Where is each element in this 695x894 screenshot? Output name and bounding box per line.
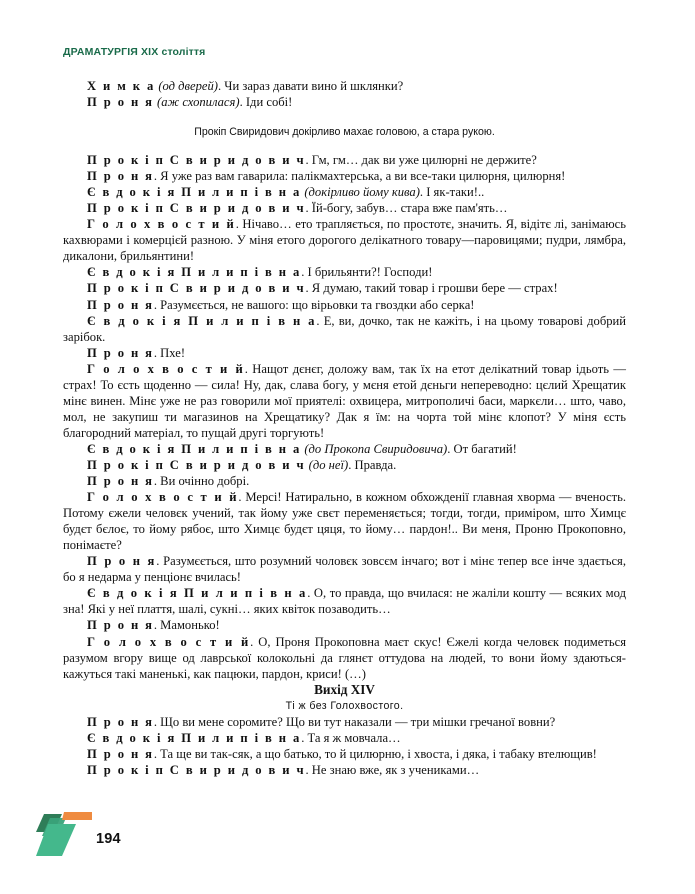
dialogue-text: . Ви очінно добрі. xyxy=(153,474,250,489)
stage-direction: (до Прокопа Свиридовича) xyxy=(304,441,448,456)
speaker-name: Г о л о х в о с т и й xyxy=(87,217,236,232)
page-footer xyxy=(36,810,216,872)
speaker-name: Г о л о х в о с т и й xyxy=(87,634,251,649)
dialogue-text: . Я думаю, такий товар і грошви бере — страх! xyxy=(305,281,558,296)
dialogue-line xyxy=(63,216,626,264)
speaker-name: Г о л о х в о с т и й xyxy=(87,361,245,376)
dialogue-block-one xyxy=(63,78,626,682)
speaker-name: П р о н я xyxy=(87,554,157,569)
speaker-name: П р о к і п С в и р и д о в и ч xyxy=(87,762,306,777)
dialogue-line xyxy=(63,617,626,633)
dialogue-line xyxy=(63,313,626,345)
publisher-logo-icon xyxy=(36,810,98,866)
dialogue-text: . Нащот дєнєг, доложу вам, так їх на етот делікатний товар ідьоть — страх! То єсть щоденно — сила! Ну, дак, слава богу, у мєня етой дєньги непереводно: цєлий Хрещатик мінє винен. Мінє уже не раз говорили мої приятелі: охвицера, митрополичі баси, маркєли… што, чаво, мол, не закупиш ти магазинов на Хрещатику? Дак я їм: на чорта той мінє клопот? У міня єсть благородний матеріал, то пущай другі торгують! xyxy=(63,361,626,440)
dialogue-text: . Мамонько! xyxy=(153,618,220,633)
dialogue-text: . І як-таки!.. xyxy=(419,185,485,200)
dialogue-line xyxy=(63,553,626,585)
dialogue-line xyxy=(63,94,626,110)
dialogue-block-two xyxy=(63,714,626,778)
dialogue-text: . Разумєється, не вашого: що вірьовки та гвоздки або серка! xyxy=(153,297,475,312)
stage-note: Прокіп Свиридович докірливо махає головою, а стара рукою. xyxy=(194,126,495,139)
dialogue-text: . Іди собі! xyxy=(239,95,293,110)
dialogue-text: . Мерсі! Натирально, в кожном обхожденії главная хворма — вченость. Потому єжели человєк учений, так йому уже свєт переменяється; тогди, тогди, приміром, што Химцє будєт бєлоє, то йому рябоє, што Химцє будєт цяця, то йому… пардон!.. Ви меня, Проню Прокоповно, понімаєте? xyxy=(63,490,626,553)
speaker-name: П р о к і п С в и р и д о в и ч xyxy=(87,153,306,168)
stage-direction: (од дверей) xyxy=(158,79,218,93)
stage-direction: (до неї) xyxy=(308,457,349,472)
scene-title: Вихід XIV xyxy=(314,681,375,697)
dialogue-line xyxy=(63,457,626,473)
dialogue-line xyxy=(63,585,626,617)
page-number: 194 xyxy=(96,831,121,847)
dialogue-line xyxy=(63,762,626,778)
dialogue-line xyxy=(63,168,626,184)
dialogue-text: . От багатий! xyxy=(447,441,517,456)
dialogue-line xyxy=(63,473,626,489)
speaker-name: П р о н я xyxy=(87,714,154,729)
dialogue-text: . Не знаю вже, як з учениками… xyxy=(305,762,480,777)
speaker-name: Г о л о х в о с т и й xyxy=(87,490,239,505)
dialogue-line xyxy=(63,297,626,313)
dialogue-text: . І брильянти?! Господи! xyxy=(301,265,433,280)
dialogue-line xyxy=(63,345,626,361)
speaker-name: П р о н я xyxy=(87,95,154,110)
dialogue-line xyxy=(63,280,626,296)
dialogue-text: . Та я ж мовчала… xyxy=(301,730,401,745)
dialogue-line xyxy=(63,489,626,553)
speaker-name: П р о н я xyxy=(87,618,154,633)
dialogue-text: . Їй-богу, забув… стара вже пам'ять… xyxy=(305,201,508,216)
dialogue-line xyxy=(63,634,626,682)
speaker-name: П р о н я xyxy=(87,169,154,184)
dialogue-line xyxy=(63,264,626,280)
speaker-name: П р о н я xyxy=(87,345,154,360)
dialogue-line xyxy=(63,730,626,746)
dialogue-text: . О, Проня Прокоповна маєт скус! Єжелі когда человєк подиметься разумом вгору вище од лаврської колокольні да глянєт оттудова на людей, то вони йому здаються-кажуться такі маненькі, как пацюки, пардон, криси! (…) xyxy=(63,634,626,681)
speaker-name: П р о к і п С в и р и д о в и ч xyxy=(87,201,306,216)
dialogue-text: . Пхе! xyxy=(153,345,186,360)
speaker-name: П р о н я xyxy=(87,746,154,761)
dialogue-text: . Нічаво… ето трапляється, по простотє, значить. Я, відітє лі, занімаюсь кахвюрами і комерцієй разною. У міня етого дорогого делікатного товару—паровицями; пудри, лямбра, дикалони, брильянтини! xyxy=(63,217,626,264)
speaker-name: Є в д о к і я П и л и п і в н а xyxy=(87,313,317,328)
dialogue-line xyxy=(63,714,626,730)
dialogue-line xyxy=(63,78,626,94)
dialogue-line xyxy=(63,200,626,216)
text-column xyxy=(63,78,626,778)
speaker-name: Є в д о к і я П и л и п і в н а xyxy=(87,586,308,601)
dialogue-text: . Та ще ви так-сяк, а що батько, то й цилюрню, і хвоста, і дяка, і табаку втелющив! xyxy=(153,746,597,761)
stage-direction: (аж схопилася) xyxy=(157,95,240,110)
speaker-name: П р о н я xyxy=(87,474,154,489)
dialogue-line xyxy=(63,746,626,762)
dialogue-line xyxy=(63,441,626,457)
running-header-subtitle: століття xyxy=(161,46,206,58)
dialogue-text: . Я уже раз вам гаварила: палікмахтерська, а ви все-таки цилюрня, цилюрня! xyxy=(153,169,566,184)
dialogue-text: . Разумєється, што розумний чоловєк зовсєм інчаго; вот і мінє тепер все інче здається, бо я недарма у пенціонє вчилась! xyxy=(63,554,626,585)
dialogue-text: . Гм, гм… дак ви уже цилюрні не держите? xyxy=(305,153,537,168)
speaker-name: П р о к і п С в и р и д о в и ч xyxy=(87,281,306,296)
stage-direction: (докірливо йому кива) xyxy=(304,185,420,200)
dialogue-line xyxy=(63,184,626,200)
dialogue-line xyxy=(63,152,626,168)
speaker-name: Х и м к а xyxy=(87,79,156,93)
speaker-name: Є в д о к і я П и л и п і в н а xyxy=(87,185,302,200)
speaker-name: Є в д о к і я П и л и п і в н а xyxy=(87,441,302,456)
running-header-title: ДРАМАТУРГІЯ XIX xyxy=(63,46,159,58)
speaker-name: Є в д о к і я П и л и п і в н а xyxy=(87,730,302,745)
dialogue-text: . Е, ви, дочко, так не кажіть, і на цьому товарові добрий зарібок. xyxy=(63,313,626,344)
scene-subtitle: Ті ж без Голохвостого. xyxy=(285,699,404,712)
speaker-name: П р о н я xyxy=(87,297,154,312)
dialogue-text: . Що ви мене соромите? Що ви тут наказали — три мішки гречаної вовни? xyxy=(153,714,556,729)
running-header xyxy=(63,46,205,58)
dialogue-text: . О, то правда, що вчилася: не жаліли кошту — всяких мод зна! Які у неї плаття, шалі, сукні… яких квіток позаводить… xyxy=(63,586,626,617)
dialogue-line xyxy=(63,361,626,441)
speaker-name: Є в д о к і я П и л и п і в н а xyxy=(87,265,302,280)
dialogue-text: . Правда. xyxy=(348,457,397,472)
speaker-name: П р о к і п С в и р и д о в и ч xyxy=(87,457,306,472)
dialogue-text: . Чи зараз давати вино й шклянки? xyxy=(218,79,404,93)
